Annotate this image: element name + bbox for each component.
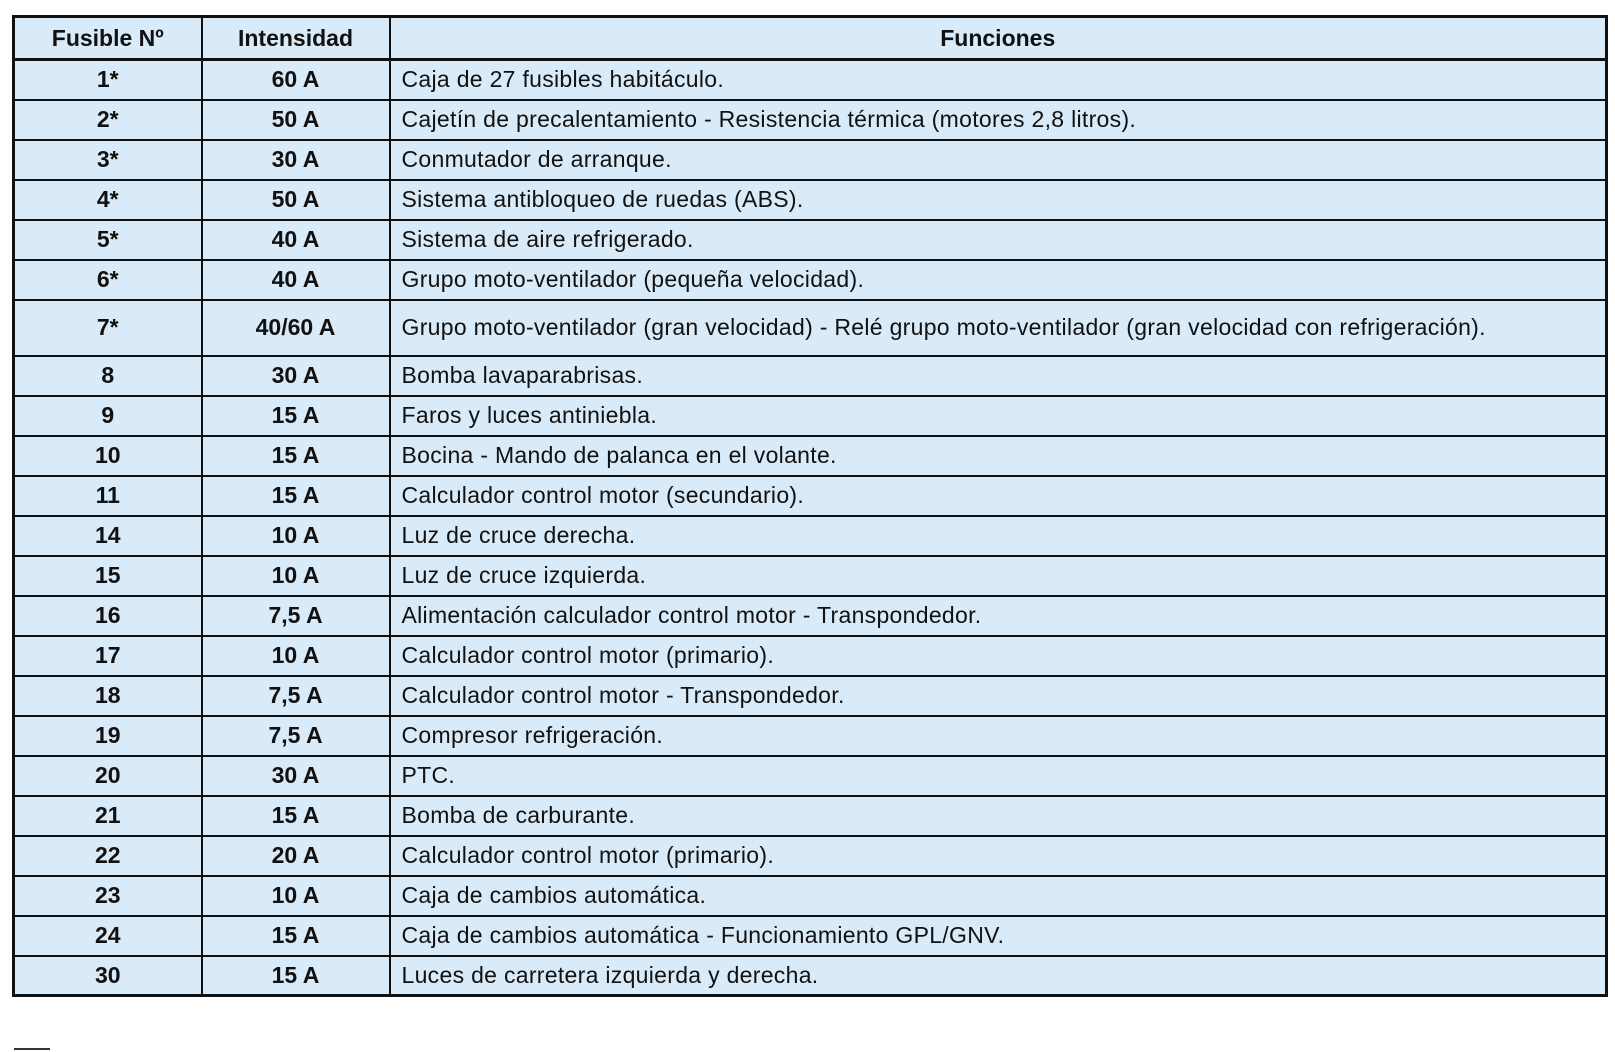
fuse-intensity: 7,5 A [202, 676, 390, 716]
fuse-function: Bocina - Mando de palanca en el volante. [390, 436, 1607, 476]
fuse-number: 4* [14, 180, 202, 220]
fuse-intensity: 30 A [202, 356, 390, 396]
fuse-intensity: 40 A [202, 260, 390, 300]
fuse-number: 3* [14, 140, 202, 180]
fuse-number: 19 [14, 716, 202, 756]
fuse-intensity: 10 A [202, 636, 390, 676]
fuse-intensity: 50 A [202, 180, 390, 220]
fuse-number: 18 [14, 676, 202, 716]
fuse-number: 9 [14, 396, 202, 436]
fuse-intensity: 15 A [202, 476, 390, 516]
fuse-intensity: 50 A [202, 100, 390, 140]
fuse-function: Calculador control motor (secundario). [390, 476, 1607, 516]
table-row [14, 716, 1607, 756]
header-functions: Funciones [390, 17, 1607, 60]
fuse-function: Calculador control motor - Transpondedor. [390, 676, 1607, 716]
fuse-table [12, 15, 1608, 997]
fuse-intensity: 7,5 A [202, 716, 390, 756]
fuse-number: 21 [14, 796, 202, 836]
fuse-number: 10 [14, 436, 202, 476]
fuse-intensity: 30 A [202, 756, 390, 796]
fuse-function: Compresor refrigeración. [390, 716, 1607, 756]
table-row [14, 100, 1607, 140]
table-row [14, 956, 1607, 996]
fuse-function: Luces de carretera izquierda y derecha. [390, 956, 1607, 996]
fuse-function: Alimentación calculador control motor - Transpondedor. [390, 596, 1607, 636]
fuse-function: Calculador control motor (primario). [390, 636, 1607, 676]
fuse-function: Faros y luces antiniebla. [390, 396, 1607, 436]
fuse-number: 14 [14, 516, 202, 556]
table-row [14, 220, 1607, 260]
table-row [14, 636, 1607, 676]
table-row [14, 756, 1607, 796]
fuse-function: Sistema antibloqueo de ruedas (ABS). [390, 180, 1607, 220]
table-row [14, 300, 1607, 356]
fuse-number: 23 [14, 876, 202, 916]
table-row [14, 516, 1607, 556]
fuse-number: 11 [14, 476, 202, 516]
fuse-function: Bomba lavaparabrisas. [390, 356, 1607, 396]
table-row [14, 356, 1607, 396]
fuse-number: 1* [14, 60, 202, 100]
fuse-number: 20 [14, 756, 202, 796]
fuse-intensity: 40 A [202, 220, 390, 260]
fuse-intensity: 10 A [202, 516, 390, 556]
table-row [14, 180, 1607, 220]
table-row [14, 676, 1607, 716]
fuse-function: Caja de cambios automática. [390, 876, 1607, 916]
page-edge-mark [14, 1048, 50, 1050]
fuse-intensity: 10 A [202, 876, 390, 916]
fuse-function: Grupo moto-ventilador (gran velocidad) - Relé grupo moto-ventilador (gran velocidad con refrigeración). [390, 300, 1607, 356]
fuse-number: 6* [14, 260, 202, 300]
fuse-number: 24 [14, 916, 202, 956]
fuse-number: 16 [14, 596, 202, 636]
fuse-function: Conmutador de arranque. [390, 140, 1607, 180]
fuse-function: Caja de cambios automática - Funcionamiento GPL/GNV. [390, 916, 1607, 956]
table-row [14, 436, 1607, 476]
fuse-intensity: 20 A [202, 836, 390, 876]
fuse-function: Bomba de carburante. [390, 796, 1607, 836]
fuse-function: Grupo moto-ventilador (pequeña velocidad). [390, 260, 1607, 300]
fuse-intensity: 7,5 A [202, 596, 390, 636]
table-row [14, 876, 1607, 916]
fuse-number: 2* [14, 100, 202, 140]
header-fuse-no: Fusible Nº [14, 17, 202, 60]
fuse-number: 15 [14, 556, 202, 596]
fuse-function: Sistema de aire refrigerado. [390, 220, 1607, 260]
fuse-function: Cajetín de precalentamiento - Resistencia térmica (motores 2,8 litros). [390, 100, 1607, 140]
fuse-table-container [12, 15, 1605, 997]
table-row [14, 260, 1607, 300]
table-row [14, 796, 1607, 836]
table-row [14, 916, 1607, 956]
fuse-number: 5* [14, 220, 202, 260]
table-row [14, 596, 1607, 636]
fuse-function: Calculador control motor (primario). [390, 836, 1607, 876]
fuse-intensity: 30 A [202, 140, 390, 180]
table-row [14, 140, 1607, 180]
table-row [14, 476, 1607, 516]
header-intensity: Intensidad [202, 17, 390, 60]
fuse-intensity: 15 A [202, 916, 390, 956]
fuse-number: 30 [14, 956, 202, 996]
fuse-intensity: 40/60 A [202, 300, 390, 356]
table-row [14, 396, 1607, 436]
fuse-intensity: 60 A [202, 60, 390, 100]
fuse-intensity: 10 A [202, 556, 390, 596]
table-header-row [14, 17, 1607, 60]
fuse-number: 17 [14, 636, 202, 676]
fuse-number: 22 [14, 836, 202, 876]
table-row [14, 836, 1607, 876]
fuse-function: Caja de 27 fusibles habitáculo. [390, 60, 1607, 100]
fuse-intensity: 15 A [202, 436, 390, 476]
fuse-intensity: 15 A [202, 396, 390, 436]
fuse-number: 7* [14, 300, 202, 356]
fuse-number: 8 [14, 356, 202, 396]
table-row [14, 556, 1607, 596]
fuse-function: Luz de cruce izquierda. [390, 556, 1607, 596]
fuse-function: Luz de cruce derecha. [390, 516, 1607, 556]
fuse-intensity: 15 A [202, 796, 390, 836]
fuse-intensity: 15 A [202, 956, 390, 996]
fuse-function: PTC. [390, 756, 1607, 796]
table-row [14, 60, 1607, 100]
